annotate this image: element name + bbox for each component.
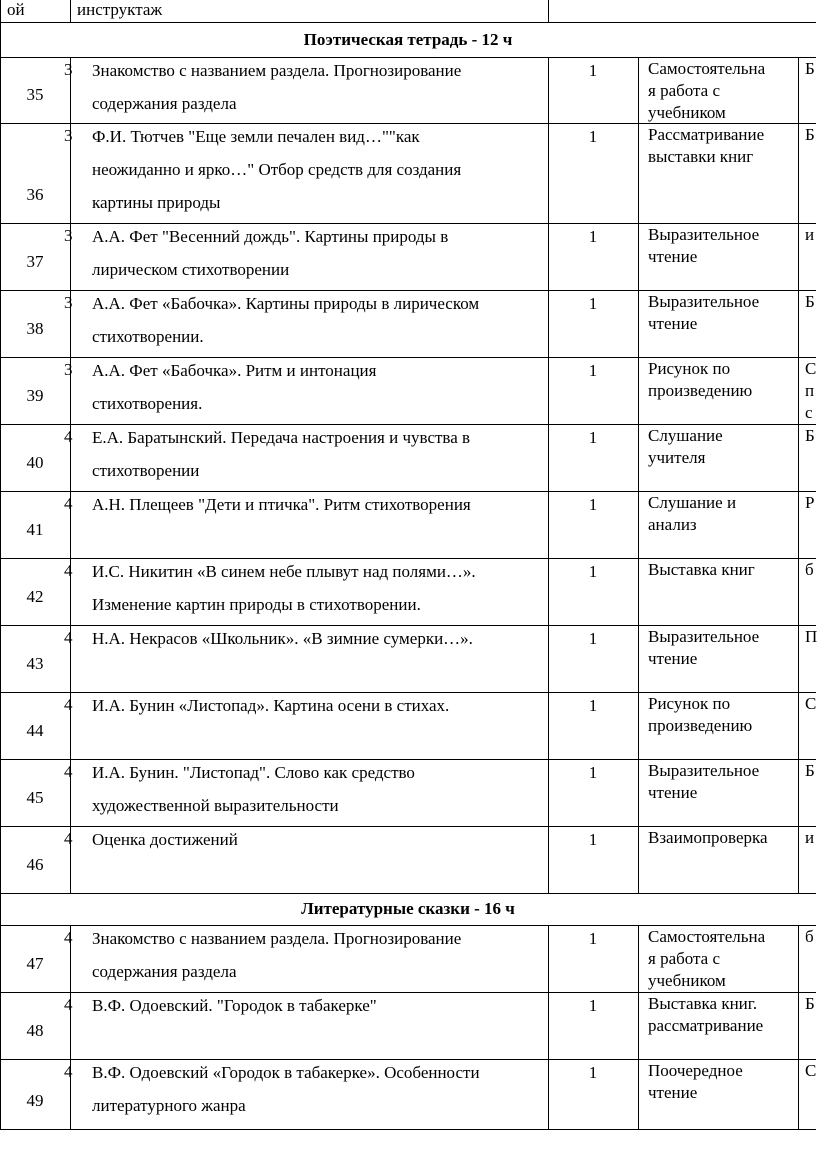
row-number: 39 (26, 386, 44, 405)
hours-value: 1 (588, 127, 598, 146)
hours-value: 1 (588, 830, 598, 849)
activity-text: чтение (648, 314, 698, 333)
row-number: 44 (26, 721, 44, 740)
topic-text: содержания раздела (92, 94, 237, 113)
table-rule (798, 558, 799, 625)
table-rule (798, 1059, 799, 1129)
activity-text: Самостоятельна (648, 927, 766, 946)
cut-off-column-text: Б (805, 125, 815, 144)
activity-text: чтение (648, 1083, 698, 1102)
topic-text: А.А. Фет "Весенний дождь". Картины природы в (92, 227, 449, 246)
row-index-fragment: 4 (64, 995, 73, 1014)
activity-text: учебником (648, 971, 726, 990)
topic-text: литературного жанра (92, 1096, 246, 1115)
cut-off-column-text: Б (805, 994, 815, 1013)
cut-off-column-text: б (805, 927, 814, 946)
cut-off-column-text: С (805, 1061, 817, 1080)
row-index-fragment: 4 (64, 628, 73, 647)
activity-text: произведению (648, 381, 753, 400)
hours-value: 1 (588, 696, 598, 715)
activity-text: Выставка книг. (648, 994, 758, 1013)
row-index-fragment: 3 (64, 226, 73, 245)
activity-text: Рисунок по (648, 359, 731, 378)
table-rule (70, 0, 71, 22)
table-rule (798, 57, 799, 123)
activity-text: чтение (648, 247, 698, 266)
row-number: 45 (26, 788, 44, 807)
row-number: 41 (26, 520, 44, 539)
hours-value: 1 (588, 763, 598, 782)
table-rule (798, 692, 799, 759)
activity-text: Слушание и (648, 493, 737, 512)
activity-text: Выставка книг (648, 560, 755, 579)
cut-off-column-text: Б (805, 761, 815, 780)
hours-value: 1 (588, 428, 598, 447)
hours-value: 1 (588, 361, 598, 380)
activity-text: Поочередное (648, 1061, 743, 1080)
row-number: 37 (26, 252, 44, 271)
topic-text: Н.А. Некрасов «Школьник». «В зимние сумерки…». (92, 629, 473, 648)
topic-text: содержания раздела (92, 962, 237, 981)
topic-text: А.Н. Плещеев "Дети и птичка". Ритм стихотворения (92, 495, 471, 514)
table-rule (798, 123, 799, 223)
row-number: 35 (26, 85, 44, 104)
row-number: 46 (26, 855, 44, 874)
topic-text: И.А. Бунин. "Листопад". Слово как средство (92, 763, 415, 782)
section-title: Литературные сказки - 16 ч (301, 899, 515, 918)
table-rule (638, 357, 639, 424)
row-index-fragment: 4 (64, 561, 73, 580)
activity-text: чтение (648, 783, 698, 802)
table-rule (638, 491, 639, 558)
topic-text: А.А. Фет «Бабочка». Ритм и интонация (92, 361, 377, 380)
topic-text: Е.А. Баратынский. Передача настроения и чувства в (92, 428, 471, 447)
topic-text: И.С. Никитин «В синем небе плывут над полями…». (92, 562, 476, 581)
top-row-col1: ой (7, 0, 25, 19)
hours-value: 1 (588, 1063, 598, 1082)
activity-text: Выразительное (648, 627, 760, 646)
table-rule (798, 223, 799, 290)
row-number: 49 (26, 1091, 44, 1110)
cut-off-column-text: С (805, 694, 817, 713)
cut-off-column-text: С (805, 359, 817, 378)
activity-text: выставки книг (648, 147, 754, 166)
activity-text: рассматривание (648, 1016, 764, 1035)
table-rule (638, 1059, 639, 1129)
topic-text: неожиданно и ярко…" Отбор средств для создания (92, 160, 462, 179)
row-index-fragment: 3 (64, 60, 73, 79)
table-rule (638, 424, 639, 491)
activity-text: Выразительное (648, 761, 760, 780)
topic-text: А.А. Фет «Бабочка». Картины природы в лирическом (92, 294, 480, 313)
activity-text: Выразительное (648, 225, 760, 244)
cut-off-column-text: с (805, 403, 813, 422)
row-number: 40 (26, 453, 44, 472)
cut-off-column-text: и (805, 225, 815, 244)
table-rule (798, 424, 799, 491)
topic-text: В.Ф. Одоевский «Городок в табакерке». Особенности (92, 1063, 480, 1082)
topic-text: стихотворения. (92, 394, 203, 413)
section-title: Поэтическая тетрадь - 12 ч (303, 29, 513, 49)
table-rule (798, 625, 799, 692)
hours-value: 1 (588, 227, 598, 246)
activity-text: я работа с (648, 81, 721, 100)
table-rule (0, 893, 816, 894)
table-rule (798, 491, 799, 558)
topic-text: художественной выразительности (92, 796, 339, 815)
row-index-fragment: 4 (64, 829, 73, 848)
row-number: 36 (26, 185, 44, 204)
hours-value: 1 (588, 629, 598, 648)
topic-text: В.Ф. Одоевский. "Городок в табакерке" (92, 996, 377, 1015)
cut-off-column-text: Б (805, 59, 815, 78)
table-rule (798, 759, 799, 826)
topic-text: Знакомство с названием раздела. Прогнозирование (92, 61, 462, 80)
row-index-fragment: 3 (64, 360, 73, 379)
table-rule (0, 123, 1, 223)
topic-text: И.А. Бунин «Листопад». Картина осени в стихах. (92, 696, 450, 715)
table-rule (638, 826, 639, 893)
activity-text: я работа с (648, 949, 721, 968)
table-rule (798, 826, 799, 893)
table-rule (638, 57, 639, 123)
row-number: 47 (26, 954, 44, 973)
table-rule (0, 1129, 816, 1130)
hours-value: 1 (588, 294, 598, 313)
row-index-fragment: 3 (64, 126, 73, 145)
activity-text: Самостоятельна (648, 59, 766, 78)
row-index-fragment: 4 (64, 928, 73, 947)
topic-text: Ф.И. Тютчев "Еще земли печален вид…""как (92, 127, 420, 146)
hours-value: 1 (588, 61, 598, 80)
activity-text: учителя (648, 448, 706, 467)
row-index-fragment: 4 (64, 1062, 73, 1081)
table-rule (638, 625, 639, 692)
activity-text: чтение (648, 649, 698, 668)
row-index-fragment: 4 (64, 427, 73, 446)
cut-off-column-text: Р (805, 493, 815, 512)
row-index-fragment: 4 (64, 695, 73, 714)
row-index-fragment: 4 (64, 762, 73, 781)
table-rule (0, 0, 1, 22)
topic-text: лирическом стихотворении (92, 260, 290, 279)
activity-text: Рисунок по (648, 694, 731, 713)
activity-text: Выразительное (648, 292, 760, 311)
row-number: 43 (26, 654, 44, 673)
cut-off-column-text: и (805, 828, 815, 847)
activity-text: Слушание (648, 426, 723, 445)
activity-text: анализ (648, 515, 697, 534)
topic-text: картины природы (92, 193, 221, 212)
table-rule (638, 223, 639, 290)
topic-text: Оценка достижений (92, 830, 238, 849)
table-rule (638, 558, 639, 625)
table-rule (638, 290, 639, 357)
table-rule (798, 290, 799, 357)
row-index-fragment: 3 (64, 293, 73, 312)
table-rule (638, 692, 639, 759)
topic-text: стихотворении. (92, 327, 204, 346)
table-rule (638, 992, 639, 1059)
topic-text: Знакомство с названием раздела. Прогнозирование (92, 929, 462, 948)
cut-off-column-text: Б (805, 426, 815, 445)
activity-text: Взаимопроверка (648, 828, 768, 847)
hours-value: 1 (588, 562, 598, 581)
row-number: 38 (26, 319, 44, 338)
hours-value: 1 (588, 495, 598, 514)
topic-text: стихотворении (92, 461, 200, 480)
table-rule (638, 123, 639, 223)
top-row-col2: инструктаж (77, 0, 163, 19)
cut-off-column-text: П (805, 627, 817, 646)
cut-off-column-text: б (805, 560, 814, 579)
row-number: 48 (26, 1021, 44, 1040)
topic-text: Изменение картин природы в стихотворении. (92, 595, 421, 614)
table-rule (0, 22, 816, 23)
table-rule (798, 992, 799, 1059)
table-rule (638, 925, 639, 992)
cut-off-column-text: Б (805, 292, 815, 311)
table-rule (548, 0, 549, 22)
table-rule (798, 925, 799, 992)
activity-text: учебником (648, 103, 726, 122)
activity-text: Рассматривание (648, 125, 765, 144)
hours-value: 1 (588, 929, 598, 948)
table-rule (638, 759, 639, 826)
hours-value: 1 (588, 996, 598, 1015)
cut-off-column-text: п (805, 381, 815, 400)
table-rule (798, 357, 799, 424)
activity-text: произведению (648, 716, 753, 735)
row-number: 42 (26, 587, 44, 606)
row-index-fragment: 4 (64, 494, 73, 513)
